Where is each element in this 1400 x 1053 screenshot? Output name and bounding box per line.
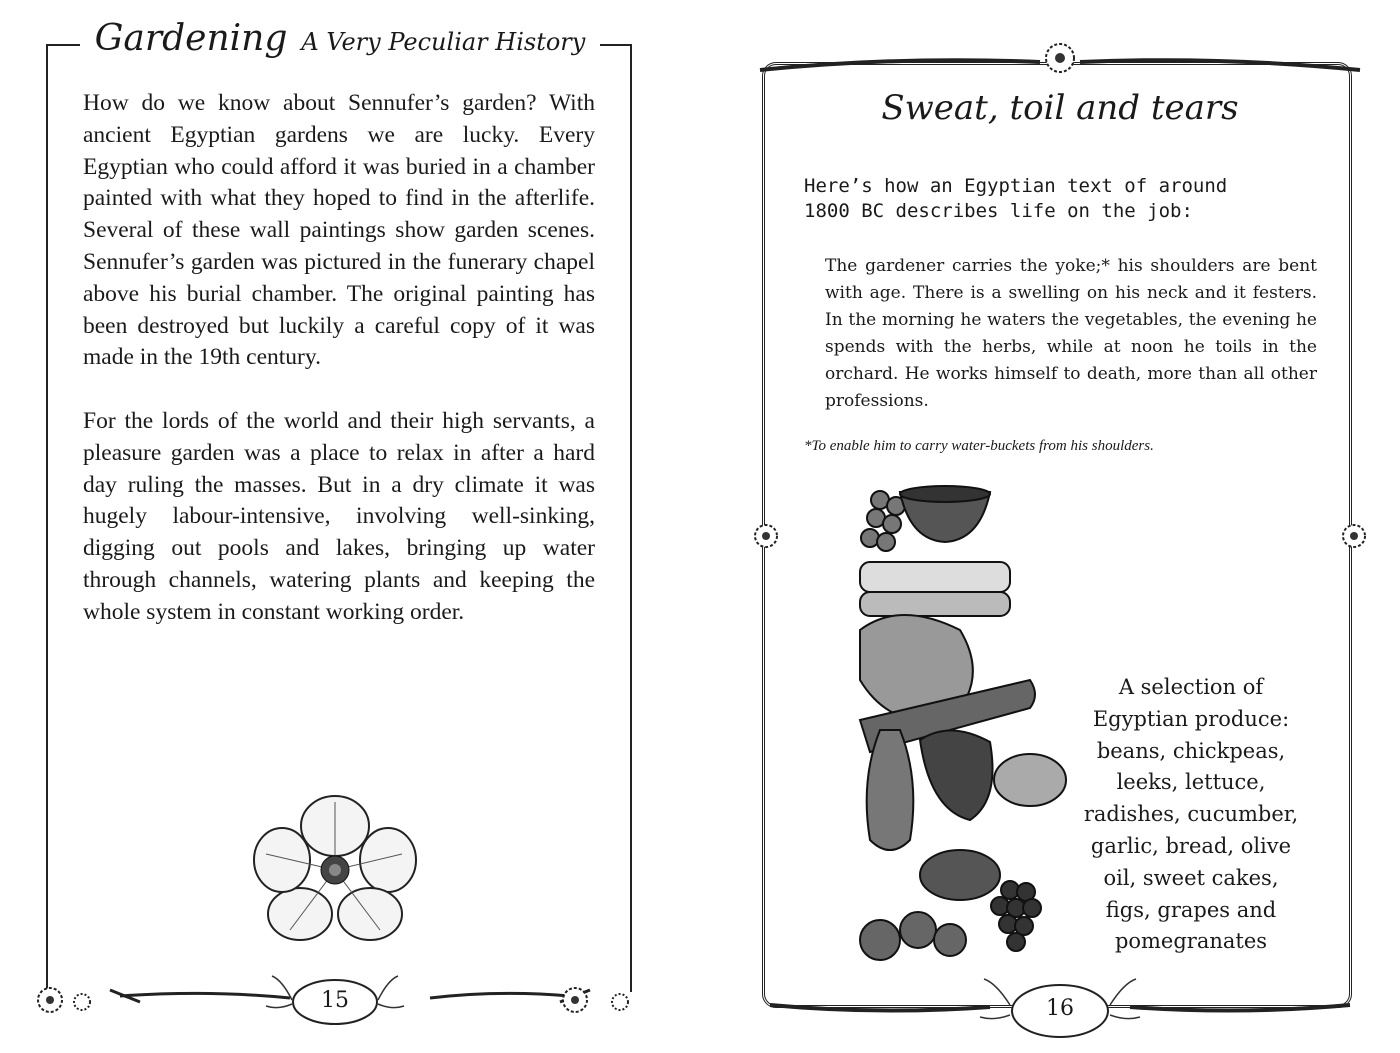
page-number: 15 bbox=[321, 988, 349, 1013]
daisy-icon bbox=[752, 522, 780, 550]
page-title: Sweat, toil and tears bbox=[881, 88, 1239, 128]
paragraph-1: How do we know about Sennufer’s garden? With ancient Egyptian gardens we are lucky. Every Egyptian who could afford it was buried in a chamber painted with what they hoped to find in the afterlife. Several of these wall paintings show garden scenes. Sennufer’s garden was pictured in the funerary chapel above his burial chamber. The original painting has been destroyed but luckily a careful copy of it was made in the 19th century. bbox=[83, 90, 595, 371]
right-page bbox=[700, 0, 1400, 1053]
illustration-caption: A selection of Egyptian produce: beans, chickpeas, leeks, lettuce, radishes, cucumber, garlic, bread, olive oil, sweet cakes, figs, grapes and pomegranates bbox=[1083, 675, 1299, 954]
quoted-passage: The gardener carries the yoke;* his shoulders are bent with age. There is a swelling on his neck and it festers. In the morning he waters the vegetables, the evening he spends with the herbs, while at noon he toils in the orchard. He works himself to death, more than all other professions. bbox=[825, 256, 1317, 411]
header-subtitle: A Very Peculiar History bbox=[301, 28, 586, 56]
flower-illustration bbox=[252, 790, 418, 944]
left-page bbox=[0, 0, 690, 1053]
daisy-icon bbox=[1340, 522, 1368, 550]
produce-illustration bbox=[840, 480, 1080, 980]
page-number: 16 bbox=[1046, 996, 1074, 1021]
intro-text: Here’s how an Egyptian text of around 1800 BC describes life on the job: bbox=[804, 175, 1228, 222]
running-header bbox=[80, 18, 600, 68]
scroll-top-ornament bbox=[750, 40, 1370, 90]
left-body-text bbox=[83, 88, 595, 660]
footnote: *To enable him to carry water-buckets from his shoulders. bbox=[804, 438, 1154, 454]
header-title: Gardening bbox=[94, 18, 288, 59]
paragraph-2: For the lords of the world and their high servants, a pleasure garden was a place to relax in after a hard day ruling the masses. But in a dry climate it was hugely labour-intensive, involving well-sinking, digging out pools and lakes, bringing up water through channels, watering plants and keeping the whole system in constant working order. bbox=[83, 407, 595, 625]
